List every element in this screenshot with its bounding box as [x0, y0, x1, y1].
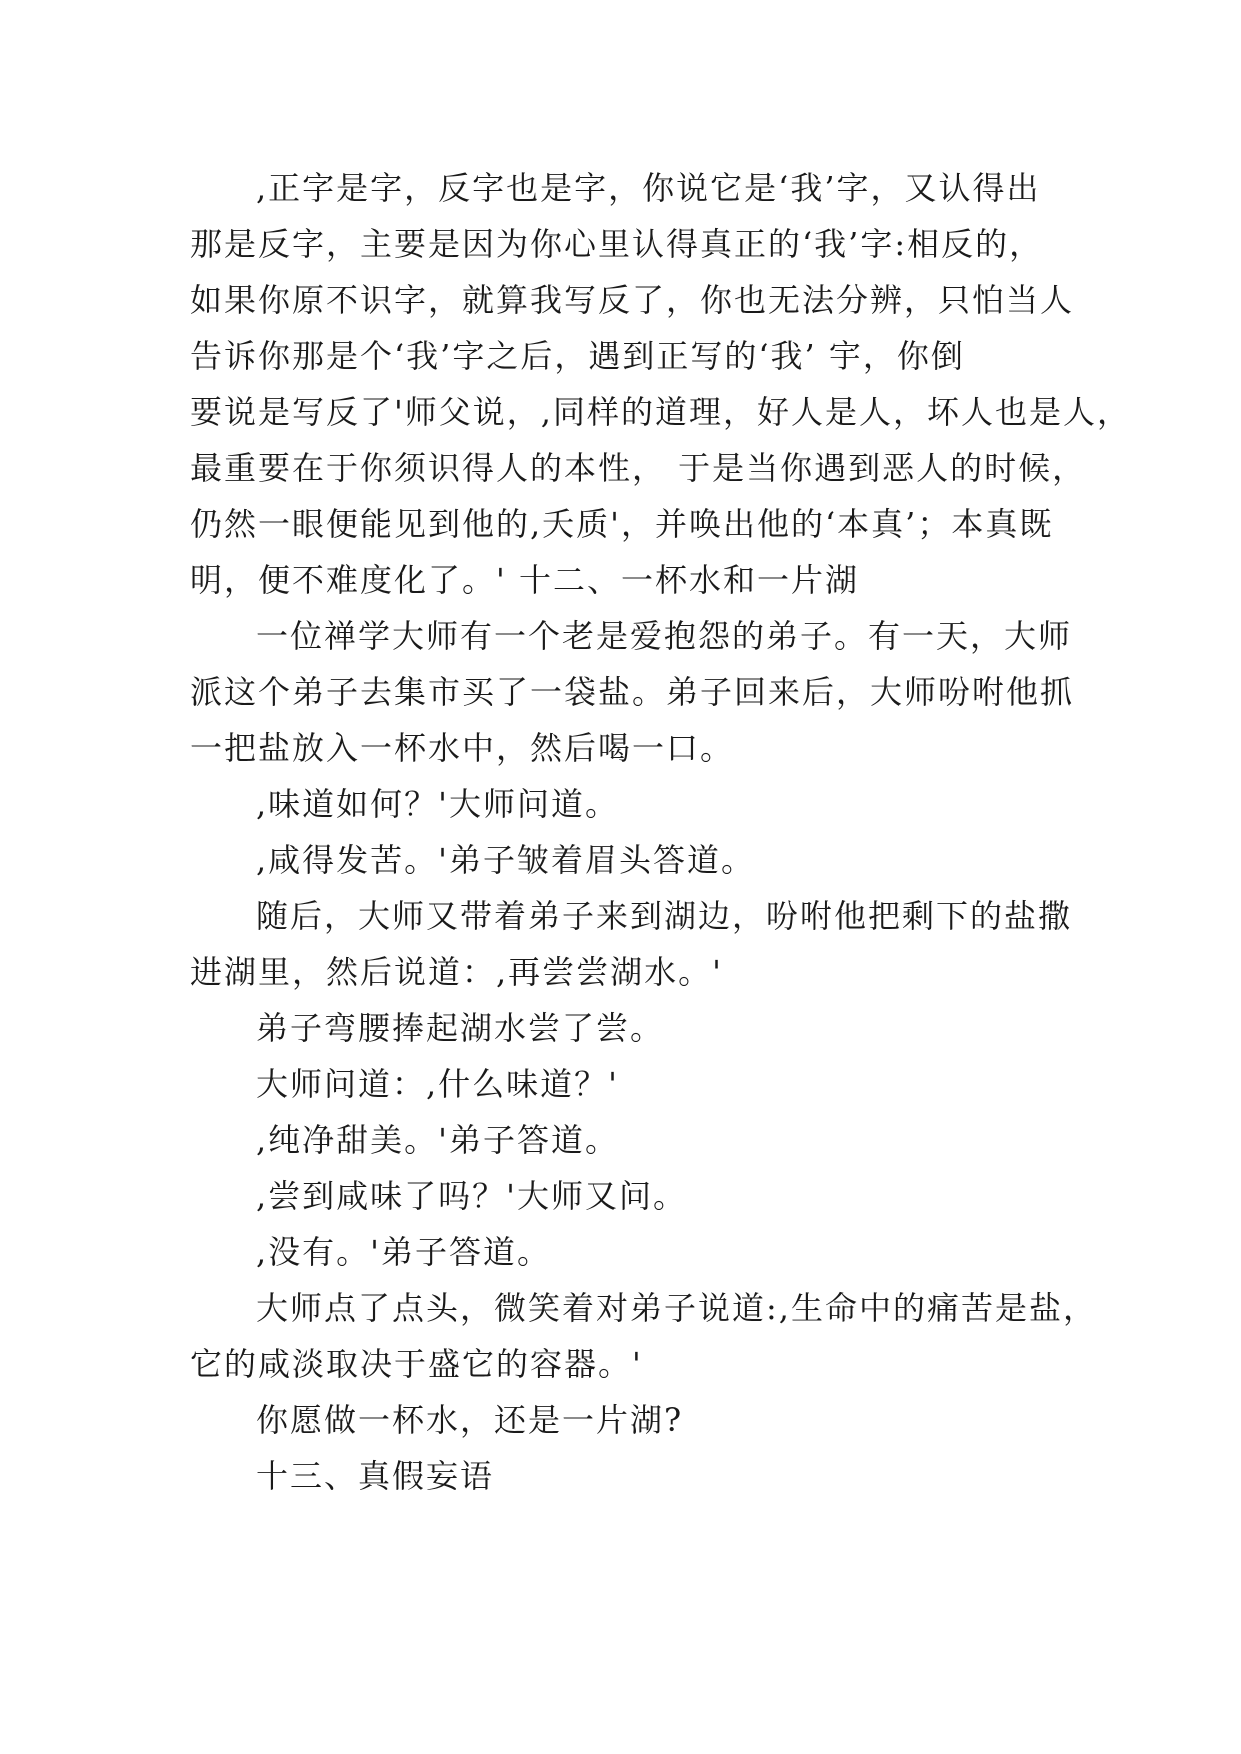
text-line-19: ,尝到咸味了吗？'大师又问。 — [256, 1177, 687, 1215]
text-line-12: ,味道如何？'大师问道。 — [256, 785, 619, 823]
text-line-14: 随后，大师又带着弟子来到湖边，吩咐他把剩下的盐撒 — [256, 897, 1073, 935]
text-line-13: ,咸得发苦。'弟子皱着眉头答道。 — [256, 841, 755, 879]
section-heading: 十三、真假妄语 — [256, 1457, 495, 1495]
text-line-4: 告诉你那是个‘我’字之后，遇到正写的‘我’ 宇，你倒 — [190, 337, 965, 375]
text-line-22: 它的咸淡取决于盛它的容器。' — [190, 1345, 643, 1383]
text-line-9: 一位禅学大师有一个老是爱抱怨的弟子。有一天，大师 — [256, 617, 1073, 655]
text-line-17: 大师问道：,什么味道？' — [256, 1065, 619, 1103]
text-line-20: ,没有。'弟子答道。 — [256, 1233, 551, 1271]
text-line-8: 明，便不难度化了。' 十二、一杯水和一片湖 — [190, 561, 859, 599]
text-line-10: 派这个弟子去集市买了一袋盐。弟子回来后，大师吩咐他抓 — [190, 673, 1075, 711]
text-line-3: 如果你原不识字，就算我写反了，你也无法分辨，只怕当人 — [190, 281, 1075, 319]
text-line-11: 一把盐放入一杯水中，然后喝一口。 — [190, 729, 735, 767]
text-line-23: 你愿做一杯水，还是一片湖? — [256, 1401, 684, 1439]
text-line-5: 要说是写反了'师父说，,同样的道理，好人是人，坏人也是人， — [190, 393, 1131, 431]
document-body — [190, 160, 1131, 1504]
text-line-6: 最重要在于你须识得人的本性， 于是当你遇到恶人的时候， — [190, 449, 1087, 487]
text-line-16: 弟子弯腰捧起湖水尝了尝。 — [256, 1009, 665, 1047]
text-line-21: 大师点了点头，微笑着对弟子说道:,生命中的痛苦是盐， — [256, 1289, 1097, 1327]
text-line-2: 那是反字，主要是因为你心里认得真正的‘我’字:相反的， — [190, 225, 1044, 263]
text-line-18: ,纯净甜美。'弟子答道。 — [256, 1121, 619, 1159]
text-line-7: 仍然一眼便能见到他的,夭质'，并唤出他的‘本真’；本真既 — [190, 505, 1054, 543]
text-line-15: 进湖里，然后说道：,再尝尝湖水。' — [190, 953, 723, 991]
text-line-1: ,正字是字，反字也是字，你说它是‘我’字，又认得出 — [256, 169, 1041, 207]
